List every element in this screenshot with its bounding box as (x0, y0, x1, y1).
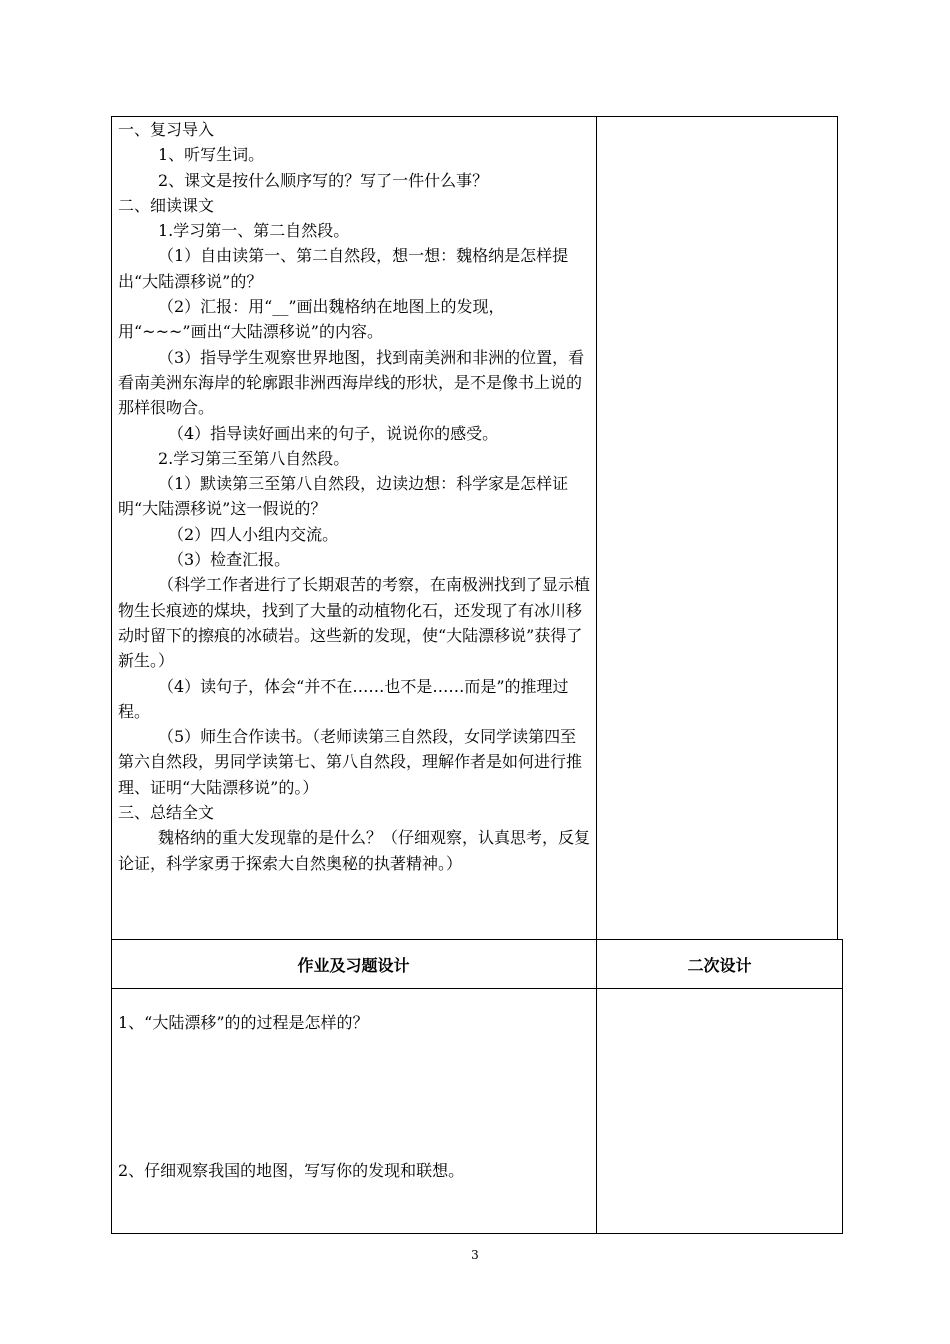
lesson-paragraph: 2、课文是按什么顺序写的？写了一件什么事？ (158, 170, 489, 190)
column-divider (596, 116, 597, 1234)
lesson-paragraph: （1）默读第三至第八自然段，边读边想：科学家是怎样证明“大陆漂移说”这一假说的？ (118, 474, 569, 519)
lesson-paragraph: 1.学习第一、第二自然段。 (158, 221, 350, 241)
section-heading: 一、复习导入 (118, 120, 215, 139)
lesson-paragraph: 2.学习第三至第八自然段。 (158, 448, 350, 468)
lesson-paragraph: （2）四人小组内交流。 (168, 524, 339, 544)
lesson-paragraph: （5）师生合作读书。（老师读第三自然段，女同学读第四至第六自然段，男同学读第七、第八自然段，理解作者是如何进行推理、证明“大陆漂移说”的。） (118, 727, 583, 797)
lesson-paragraph: （1）自由读第一、第二自然段，想一想：魏格纳是怎样提出“大陆漂移说”的？ (118, 246, 569, 291)
lesson-paragraph: （3）指导学生观察世界地图，找到南美洲和非洲的位置，看看南美洲东海岸的轮廓跟非洲西海岸线的形状，是不是像书上说的那样很吻合。 (118, 347, 585, 418)
second-design-header: 二次设计 (687, 955, 752, 975)
homework-question-1: 1、“大陆漂移”的的过程是怎样的？ (118, 1013, 369, 1032)
lesson-paragraph: 1、听写生词。 (158, 145, 265, 165)
lesson-paragraph: 魏格纳的重大发现靠的是什么？（仔细观察，认真思考，反复论证，科学家勇于探索大自然奥秘的执著精神。） (118, 828, 591, 873)
table-border-bottom (111, 1233, 843, 1234)
lesson-paragraph: （4）指导读好画出来的句子，说说你的感受。 (168, 423, 499, 443)
lesson-content (118, 117, 590, 876)
table-border-right-lower (842, 939, 843, 1234)
lesson-paragraph: （3）检查汇报。 (168, 550, 291, 570)
table-border-right-upper (837, 116, 838, 939)
homework-question-2: 2、仔细观察我国的地图，写写你的发现和联想。 (118, 1161, 465, 1180)
lesson-paragraph: （2）汇报：用“__”画出魏格纳在地图上的发现，用“~~~”画出“大陆漂移说”的内容。 (118, 297, 505, 342)
section-heading: 二、细读课文 (118, 195, 215, 215)
lesson-paragraph: （科学工作者进行了长期艰苦的考察，在南极洲找到了显示植物生长痕迹的煤块，找到了大量的动植物化石，还发现了有冰川移动时留下的擦痕的冰碛岩。这些新的发现，使“大陆漂移说”获得了新生。） (118, 575, 591, 671)
table-border-left (111, 116, 112, 1234)
section-heading: 三、总结全文 (118, 803, 215, 823)
page-number: 3 (471, 1248, 479, 1262)
lesson-paragraph: （4）读句子，体会“并不在……也不是……而是”的推理过程。 (118, 676, 569, 721)
homework-header: 作业及习题设计 (297, 955, 410, 975)
